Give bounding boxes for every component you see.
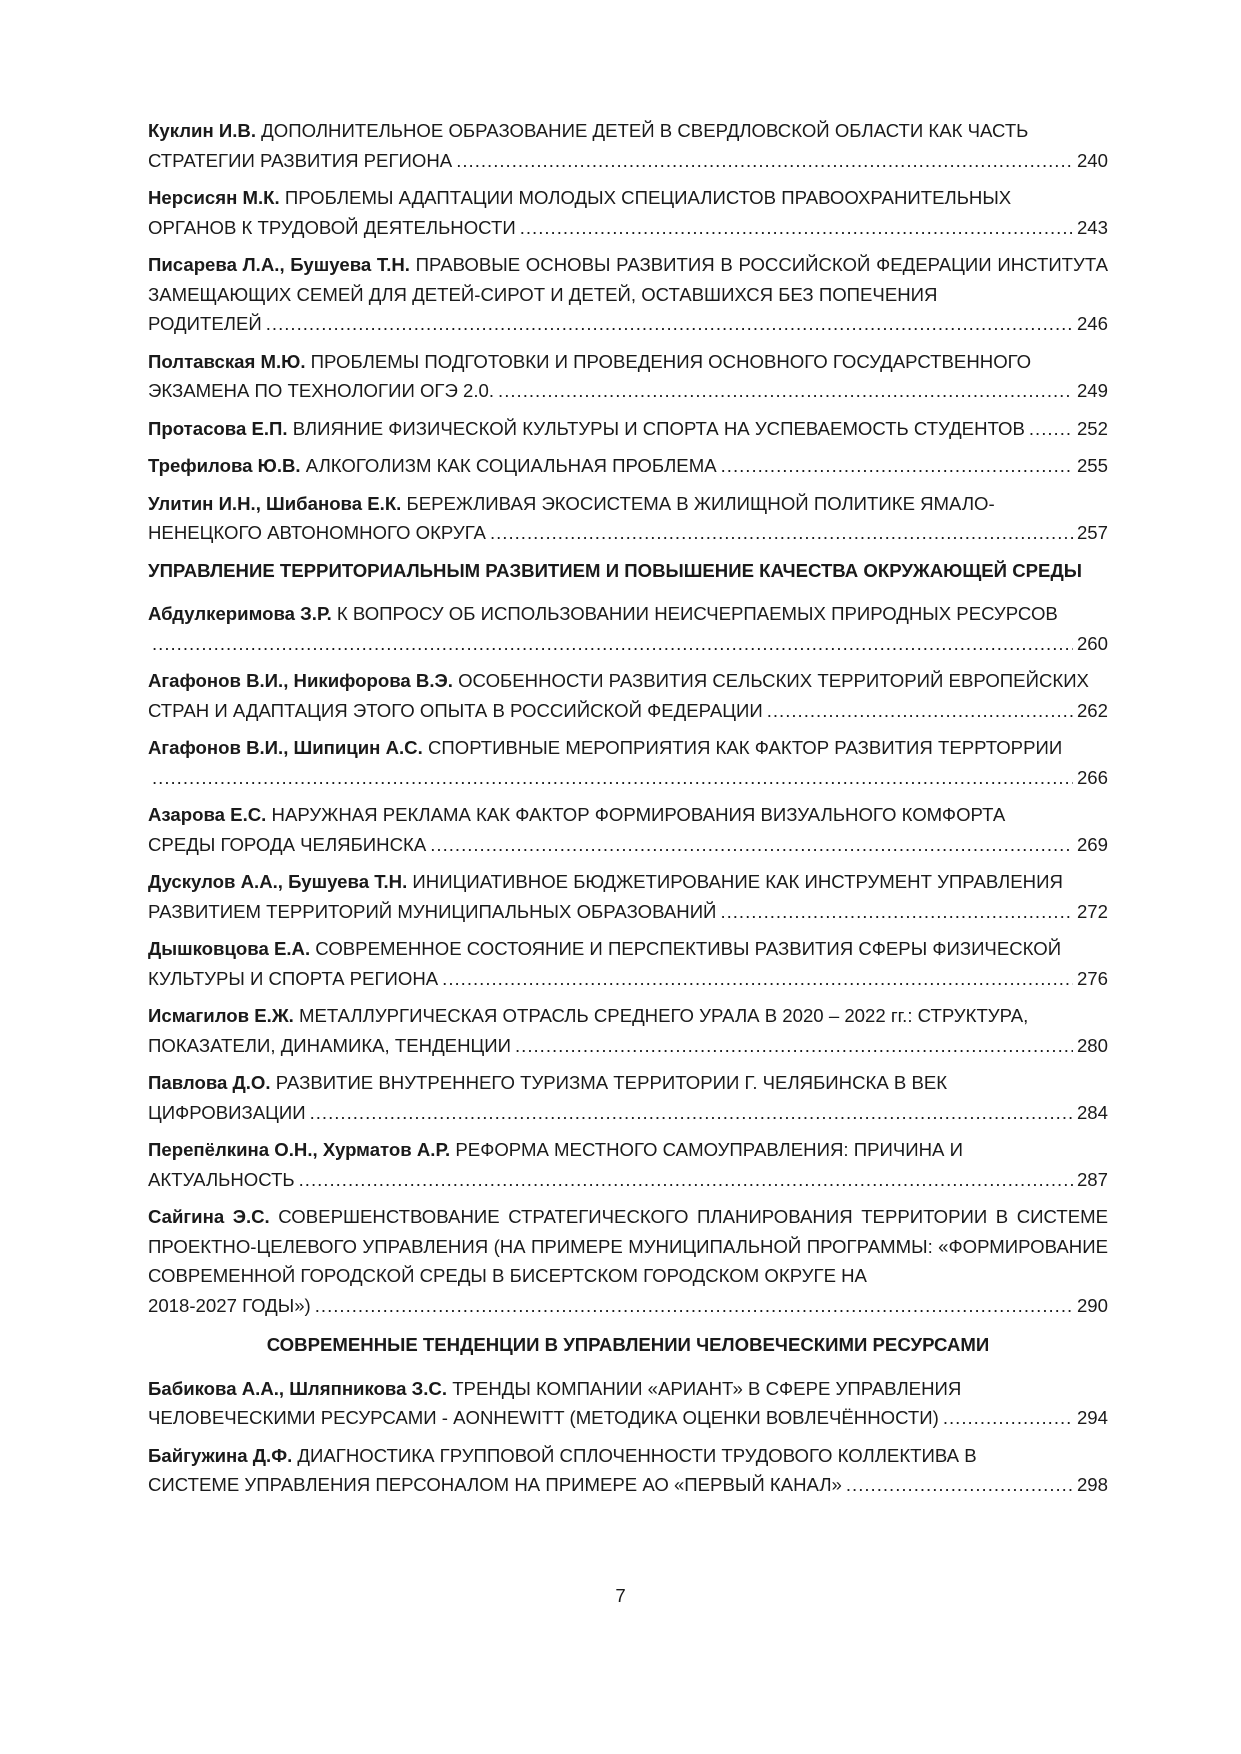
toc-entry-text	[148, 800, 1108, 830]
toc-entry-title-end: РОДИТЕЛЕЙ	[148, 313, 262, 334]
toc-entry	[148, 451, 1108, 481]
dot-leader	[846, 1470, 1073, 1500]
dot-leader	[498, 376, 1073, 406]
toc-entry-text	[148, 183, 1108, 213]
toc-entry-author: Агафонов В.И., Никифорова В.Э.	[148, 670, 453, 691]
toc-entry-text	[148, 733, 1108, 763]
toc-entry-page: 252	[1076, 417, 1108, 439]
toc-entry-title: РАЗВИТИЕ ВНУТРЕННЕГО ТУРИЗМА ТЕРРИТОРИИ Г. ЧЕЛЯБИНСКА В ВЕК	[275, 1072, 948, 1093]
toc-entry-page: 260	[1076, 632, 1108, 654]
toc-entry	[148, 1374, 1108, 1433]
toc-entry-page: 240	[1076, 149, 1108, 171]
section-heading-territorial: УПРАВЛЕНИЕ ТЕРРИТОРИАЛЬНЫМ РАЗВИТИЕМ И ПОВЫШЕНИЕ КАЧЕСТВА ОКРУЖАЮЩЕЙ СРЕДЫ	[148, 559, 1082, 581]
toc-entry-title-end: НЕНЕЦКОГО АВТОНОМНОГО ОКРУГА	[148, 522, 486, 543]
toc-entry	[148, 414, 1108, 444]
toc-entry-author: Протасова Е.П.	[148, 417, 288, 439]
toc-entry-title-end: СТРАН И АДАПТАЦИЯ ЭТОГО ОПЫТА В РОССИЙСКОЙ ФЕДЕРАЦИИ	[148, 699, 763, 721]
toc-group-a	[148, 116, 1108, 548]
toc-entry-last-line	[148, 696, 1108, 726]
table-of-contents	[148, 116, 1108, 1508]
toc-entry-last-line	[148, 629, 1108, 659]
toc-entry-page: 280	[1076, 1034, 1108, 1056]
toc-entry-page: 266	[1076, 766, 1108, 788]
toc-entry	[148, 599, 1108, 658]
toc-entry-page: 262	[1076, 699, 1108, 721]
toc-entry-author: Исмагилов Е.Ж.	[148, 1005, 294, 1026]
toc-entry	[148, 867, 1108, 926]
toc-group-c	[148, 1374, 1108, 1500]
toc-entry-title-end: СТРАТЕГИИ РАЗВИТИЯ РЕГИОНА	[148, 149, 453, 171]
toc-entry-title: СОВРЕМЕННОЕ СОСТОЯНИЕ И ПЕРСПЕКТИВЫ РАЗВИТИЯ СФЕРЫ ФИЗИЧЕСКОЙ	[315, 938, 1062, 959]
toc-entry-page: 276	[1076, 967, 1108, 989]
toc-entry-title: РЕФОРМА МЕСТНОГО САМОУПРАВЛЕНИЯ: ПРИЧИНА И	[455, 1139, 963, 1160]
dot-leader	[430, 830, 1073, 860]
dot-leader	[310, 1098, 1073, 1128]
toc-entry-title: ДИАГНОСТИКА ГРУППОВОЙ СПЛОЧЕННОСТИ ТРУДОВОГО КОЛЛЕКТИВА В	[297, 1444, 977, 1466]
toc-entry-last-line	[148, 146, 1108, 176]
toc-entry-last-line	[148, 1403, 1108, 1433]
toc-entry-author: Абдулкеримова З.Р.	[148, 603, 332, 624]
dot-leader	[266, 309, 1073, 339]
dot-leader	[152, 629, 1073, 659]
toc-entry-author: Перепёлкина О.Н., Хурматов А.Р.	[148, 1139, 451, 1160]
toc-entry-last-line	[148, 414, 1108, 444]
dot-leader	[152, 763, 1073, 793]
toc-entry-page: 246	[1076, 313, 1108, 334]
toc-entry-page: 257	[1076, 522, 1108, 543]
toc-entry-title-end: АКТУАЛЬНОСТЬ	[148, 1168, 295, 1190]
toc-entry-page: 287	[1076, 1168, 1108, 1190]
dot-leader	[315, 1291, 1073, 1321]
toc-entry-title-end: ПОКАЗАТЕЛИ, ДИНАМИКА, ТЕНДЕНЦИИ	[148, 1034, 511, 1056]
toc-entry	[148, 1001, 1108, 1060]
section-heading-hr: СОВРЕМЕННЫЕ ТЕНДЕНЦИИ В УПРАВЛЕНИИ ЧЕЛОВЕЧЕСКИМИ РЕСУРСАМИ	[266, 1334, 990, 1355]
toc-entry-title: ПРОБЛЕМЫ АДАПТАЦИИ МОЛОДЫХ СПЕЦИАЛИСТОВ ПРАВООХРАНИТЕЛЬНЫХ	[284, 187, 1012, 208]
toc-entry-title: ПРАВОВЫЕ ОСНОВЫ РАЗВИТИЯ В РОССИЙСКОЙ ФЕДЕРАЦИИ ИНСТИТУТА ЗАМЕЩАЮЩИХ СЕМЕЙ ДЛЯ ДЕТЕЙ-СИРОТ И ДЕТЕЙ, ОСТАВШИХСЯ БЕЗ ПОПЕЧЕНИЯ	[148, 254, 1108, 305]
toc-entry-title-end: ЭКЗАМЕНА ПО ТЕХНОЛОГИИ ОГЭ 2.0.	[148, 380, 495, 401]
toc-entry-title: СОВЕРШЕНСТВОВАНИЕ СТРАТЕГИЧЕСКОГО ПЛАНИРОВАНИЯ ТЕРРИТОРИИ В СИСТЕМЕ ПРОЕКТНО-ЦЕЛЕВОГО УПРАВЛЕНИЯ (НА ПРИМЕРЕ МУНИЦИПАЛЬНОЙ ПРОГРАММЫ: «ФОРМИРОВАНИЕ СОВРЕМЕННОЙ ГОРОДСКОЙ СРЕДЫ В БИСЕРТСКОМ ГОРОДСКОМ ОКРУГЕ НА	[148, 1206, 1108, 1286]
toc-entry-author: Азарова Е.С.	[148, 804, 267, 825]
toc-entry-author: Агафонов В.И., Шипицин А.С.	[148, 737, 423, 758]
toc-entry-author: Писарева Л.А., Бушуева Т.Н.	[148, 254, 410, 275]
toc-entry-title-end: ЧЕЛОВЕЧЕСКИМИ РЕСУРСАМИ - AONHEWITT (МЕТОДИКА ОЦЕНКИ ВОВЛЕЧЁННОСТИ)	[148, 1407, 939, 1428]
toc-entry-text	[148, 867, 1108, 897]
toc-entry-title: ИНИЦИАТИВНОЕ БЮДЖЕТИРОВАНИЕ КАК ИНСТРУМЕНТ УПРАВЛЕНИЯ	[412, 871, 1063, 892]
toc-entry-author: Трефилова Ю.В.	[148, 455, 301, 476]
dot-leader	[1029, 414, 1073, 444]
toc-entry	[148, 1068, 1108, 1127]
toc-entry-text	[148, 1202, 1108, 1291]
toc-entry	[148, 666, 1108, 725]
dot-leader	[767, 696, 1073, 726]
toc-entry-title: К ВОПРОСУ ОБ ИСПОЛЬЗОВАНИИ НЕИСЧЕРПАЕМЫХ ПРИРОДНЫХ РЕСУРСОВ	[336, 603, 1058, 624]
toc-entry-title-end: ВЛИЯНИЕ ФИЗИЧЕСКОЙ КУЛЬТУРЫ И СПОРТА НА УСПЕВАЕМОСТЬ СТУДЕНТОВ	[292, 417, 1025, 439]
toc-entry-title: БЕРЕЖЛИВАЯ ЭКОСИСТЕМА В ЖИЛИЩНОЙ ПОЛИТИКЕ ЯМАЛО-	[406, 492, 995, 514]
dot-leader	[943, 1403, 1073, 1433]
toc-entry-title: ОСОБЕННОСТИ РАЗВИТИЯ СЕЛЬСКИХ ТЕРРИТОРИЙ ЕВРОПЕЙСКИХ	[458, 670, 1089, 691]
toc-entry-title-end: СРЕДЫ ГОРОДА ЧЕЛЯБИНСКА	[148, 833, 427, 855]
toc-entry-page: 290	[1076, 1294, 1108, 1316]
toc-entry-last-line	[148, 1470, 1108, 1500]
toc-entry-last-line	[148, 1291, 1108, 1321]
dot-leader	[442, 964, 1073, 994]
toc-entry-title-end: РАЗВИТИЕМ ТЕРРИТОРИЙ МУНИЦИПАЛЬНЫХ ОБРАЗОВАНИЙ	[148, 900, 717, 922]
toc-entry	[148, 347, 1108, 406]
toc-entry-title-end: АЛКОГОЛИЗМ КАК СОЦИАЛЬНАЯ ПРОБЛЕМА	[305, 455, 717, 476]
toc-entry-title-end: ЦИФРОВИЗАЦИИ	[148, 1101, 306, 1123]
toc-entry-author: Павлова Д.О.	[148, 1072, 271, 1093]
toc-entry-last-line	[148, 1165, 1108, 1195]
toc-entry-text	[148, 1135, 1108, 1165]
toc-entry-last-line	[148, 1098, 1108, 1128]
toc-entry-title: НАРУЖНАЯ РЕКЛАМА КАК ФАКТОР ФОРМИРОВАНИЯ ВИЗУАЛЬНОГО КОМФОРТА	[271, 804, 1006, 825]
toc-entry-text	[148, 347, 1108, 377]
toc-entry-last-line	[148, 376, 1108, 406]
toc-entry-last-line	[148, 309, 1108, 339]
dot-leader	[490, 518, 1073, 548]
dot-leader	[456, 146, 1073, 176]
toc-entry-last-line	[148, 763, 1108, 793]
toc-entry-page: 255	[1076, 455, 1108, 476]
toc-entry	[148, 1441, 1108, 1500]
toc-entry-last-line	[148, 830, 1108, 860]
toc-entry-text	[148, 666, 1108, 696]
page-number: 7	[615, 1585, 626, 1606]
toc-entry-author: Бабикова А.А., Шляпникова З.С.	[148, 1377, 448, 1399]
toc-entry-title: МЕТАЛЛУРГИЧЕСКАЯ ОТРАСЛЬ СРЕДНЕГО УРАЛА В 2020 – 2022 гг.: СТРУКТУРА,	[298, 1005, 1029, 1026]
dot-leader	[515, 1031, 1073, 1061]
toc-entry-title: СПОРТИВНЫЕ МЕРОПРИЯТИЯ КАК ФАКТОР РАЗВИТИЯ ТЕРРТОРРИИ	[427, 737, 1063, 758]
toc-entry-author: Улитин И.Н., Шибанова Е.К.	[148, 492, 402, 514]
toc-entry-text	[148, 599, 1108, 629]
toc-entry-author: Сайгина Э.С.	[148, 1206, 270, 1227]
toc-entry-text	[148, 1441, 1108, 1471]
dot-leader	[720, 897, 1073, 927]
toc-entry	[148, 934, 1108, 993]
toc-entry-text	[148, 489, 1108, 519]
toc-entry-text	[148, 1374, 1108, 1404]
toc-entry-page: 269	[1076, 833, 1108, 855]
toc-entry-author: Дышковцова Е.А.	[148, 938, 311, 959]
dot-leader	[299, 1165, 1073, 1195]
toc-entry-title: ПРОБЛЕМЫ ПОДГОТОВКИ И ПРОВЕДЕНИЯ ОСНОВНОГО ГОСУДАРСТВЕННОГО	[310, 350, 1032, 372]
toc-entry-author: Байгужина Д.Ф.	[148, 1444, 293, 1466]
dot-leader	[520, 213, 1073, 243]
toc-entry-title: ДОПОЛНИТЕЛЬНОЕ ОБРАЗОВАНИЕ ДЕТЕЙ В СВЕРДЛОВСКОЙ ОБЛАСТИ КАК ЧАСТЬ	[261, 120, 1029, 141]
toc-entry	[148, 250, 1108, 339]
toc-entry-title: ТРЕНДЫ КОМПАНИИ «АРИАНТ» В СФЕРЕ УПРАВЛЕНИЯ	[452, 1377, 962, 1399]
toc-entry-text	[148, 1068, 1108, 1098]
toc-entry-page: 284	[1076, 1101, 1108, 1123]
toc-entry-title-end: КУЛЬТУРЫ И СПОРТА РЕГИОНА	[148, 967, 439, 989]
toc-entry-author: Нерсисян М.К.	[148, 187, 280, 208]
toc-entry	[148, 489, 1108, 548]
toc-entry	[148, 733, 1108, 792]
toc-entry-page: 294	[1076, 1407, 1108, 1428]
toc-entry-text	[148, 250, 1108, 309]
toc-entry	[148, 183, 1108, 242]
toc-entry-last-line	[148, 518, 1108, 548]
toc-entry-page: 272	[1076, 900, 1108, 922]
toc-entry-text	[148, 934, 1108, 964]
toc-entry-last-line	[148, 964, 1108, 994]
toc-entry	[148, 1135, 1108, 1194]
dot-leader	[721, 451, 1073, 481]
toc-entry-last-line	[148, 213, 1108, 243]
toc-entry-last-line	[148, 451, 1108, 481]
toc-entry-author: Куклин И.В.	[148, 120, 256, 141]
toc-entry-text	[148, 1001, 1108, 1031]
toc-entry	[148, 1202, 1108, 1320]
toc-entry-title-end: СИСТЕМЕ УПРАВЛЕНИЯ ПЕРСОНАЛОМ НА ПРИМЕРЕ АО «ПЕРВЫЙ КАНАЛ»	[148, 1474, 842, 1495]
toc-entry-author: Полтавская М.Ю.	[148, 350, 306, 372]
toc-entry	[148, 116, 1108, 175]
toc-group-b	[148, 599, 1108, 1320]
toc-entry-page: 298	[1076, 1474, 1108, 1495]
toc-entry-title-end: ОРГАНОВ К ТРУДОВОЙ ДЕЯТЕЛЬНОСТИ	[148, 216, 516, 238]
toc-entry-text	[148, 116, 1108, 146]
toc-entry-title-end: 2018-2027 ГОДЫ»)	[148, 1294, 311, 1316]
toc-entry-author: Дускулов А.А., Бушуева Т.Н.	[148, 871, 408, 892]
toc-entry-last-line	[148, 1031, 1108, 1061]
toc-entry-page: 249	[1076, 380, 1108, 401]
toc-entry-last-line	[148, 897, 1108, 927]
toc-entry-page: 243	[1076, 216, 1108, 238]
toc-entry	[148, 800, 1108, 859]
